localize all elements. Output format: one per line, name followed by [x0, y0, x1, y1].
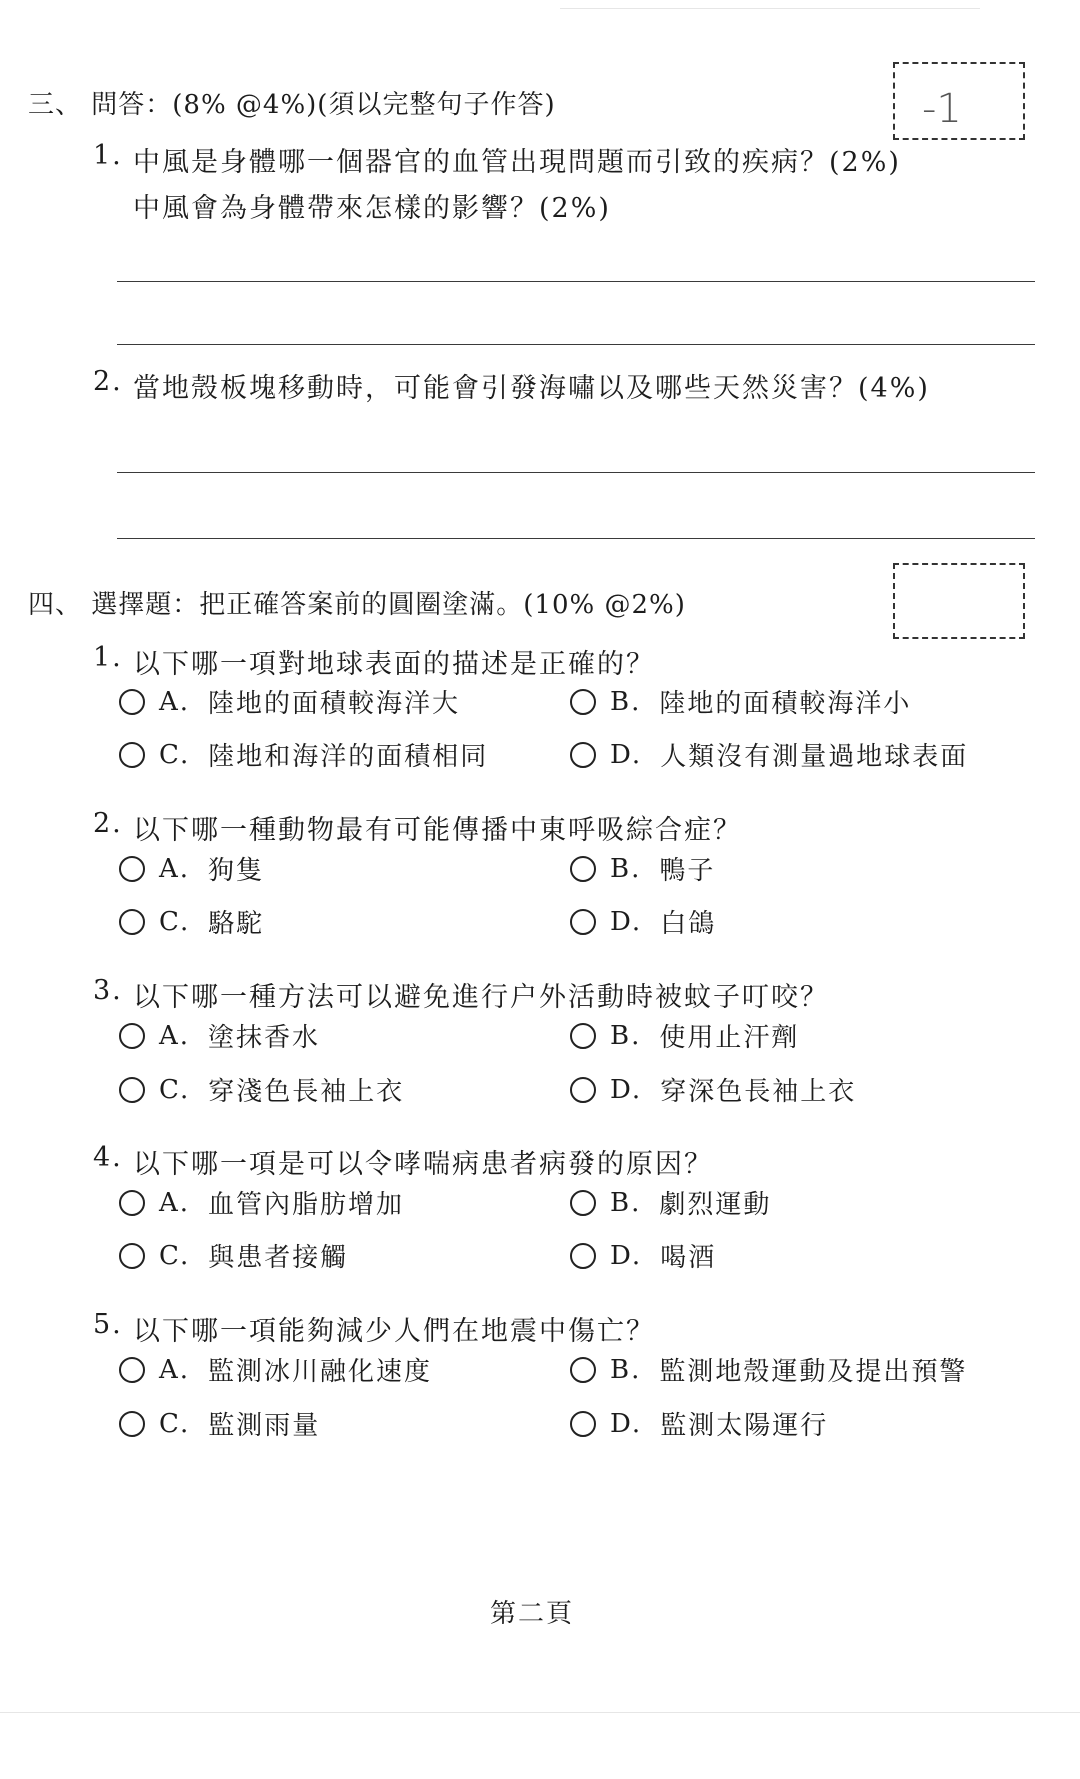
option-text: 穿深色長袖上衣	[660, 1077, 857, 1107]
option-letter: A.	[159, 1020, 191, 1051]
option-text: 陸地的面積較海洋小	[659, 689, 912, 719]
s4-q1-number: 1.	[93, 642, 123, 673]
answer-bubble[interactable]	[570, 1077, 596, 1103]
s4-q2-option-b[interactable]	[570, 850, 715, 887]
s4-q4-option-a[interactable]	[119, 1184, 404, 1221]
s4-q3-option-d[interactable]	[570, 1071, 856, 1108]
s4-q5-option-c[interactable]	[119, 1405, 320, 1442]
option-text: 血管內脂肪增加	[208, 1190, 405, 1220]
option-letter: B.	[610, 853, 642, 884]
s4-q2-number: 2.	[93, 808, 123, 839]
s4-q3-option-c[interactable]	[119, 1071, 404, 1108]
answer-bubble[interactable]	[570, 689, 596, 715]
option-letter: A.	[159, 853, 191, 884]
option-text: 白鴿	[660, 909, 717, 939]
s4-q5-number: 5.	[93, 1309, 123, 1340]
option-letter: C.	[159, 739, 191, 770]
option-text: 監測冰川融化速度	[208, 1357, 433, 1387]
s4-q2-option-a[interactable]	[119, 850, 264, 887]
option-letter: D.	[610, 906, 643, 937]
option-letter: A.	[159, 1187, 191, 1218]
s4-q5-option-d[interactable]	[570, 1405, 828, 1442]
section3-score-mark: -1	[922, 86, 962, 132]
section4-score-box	[893, 563, 1025, 639]
s4-q3-option-a[interactable]	[119, 1017, 320, 1054]
answer-bubble[interactable]	[570, 856, 596, 882]
s4-q3-number: 3.	[93, 975, 123, 1006]
option-text: 喝酒	[660, 1243, 717, 1273]
option-text: 監測雨量	[208, 1411, 321, 1441]
s3-q2-text: 當地殼板塊移動時，可能會引發海嘯以及哪些天然災害？(4%)	[133, 373, 930, 404]
option-text: 穿淺色長袖上衣	[208, 1077, 405, 1107]
s4-q4-option-b[interactable]	[570, 1184, 771, 1221]
option-text: 陸地和海洋的面積相同	[208, 742, 489, 772]
option-text: 狗隻	[208, 856, 265, 886]
s4-q4-option-c[interactable]	[119, 1237, 348, 1274]
option-letter: D.	[610, 739, 643, 770]
option-letter: D.	[610, 1408, 643, 1439]
s4-q1-option-b[interactable]	[570, 683, 911, 720]
s4-q1-text: 以下哪一項對地球表面的描述是正確的？	[133, 649, 655, 680]
option-letter: C.	[159, 906, 191, 937]
s4-q5-option-b[interactable]	[570, 1351, 967, 1388]
s4-q2-text: 以下哪一種動物最有可能傳播中東呼吸綜合症？	[133, 815, 742, 846]
s3-q1-text: 中風是身體哪一個器官的血管出現問題而引致的疾病？(2%)	[133, 147, 901, 178]
option-text: 劇烈運動	[659, 1190, 772, 1220]
option-letter: B.	[610, 686, 642, 717]
option-letter: D.	[610, 1074, 643, 1105]
s4-q4-option-d[interactable]	[570, 1237, 716, 1274]
s4-q3-text: 以下哪一種方法可以避免進行户外活動時被蚊子叮咬？	[133, 982, 829, 1013]
option-letter: C.	[159, 1408, 191, 1439]
answer-bubble[interactable]	[119, 1077, 145, 1103]
answer-bubble[interactable]	[570, 742, 596, 768]
option-letter: B.	[610, 1354, 642, 1385]
s4-q5-option-a[interactable]	[119, 1351, 432, 1388]
option-letter: A.	[159, 1354, 191, 1385]
s3-q1-number: 1.	[93, 140, 123, 171]
scan-edge-top	[560, 8, 980, 9]
s3-q2-answer-line-2[interactable]	[117, 538, 1035, 539]
answer-bubble[interactable]	[119, 856, 145, 882]
answer-bubble[interactable]	[119, 689, 145, 715]
section3-title: 三、 問答：(8% @4%)(須以完整句子作答)	[28, 90, 556, 120]
page-number: 第二頁	[490, 1599, 575, 1629]
answer-bubble[interactable]	[119, 1190, 145, 1216]
s4-q1-option-d[interactable]	[570, 736, 968, 773]
s4-q3-option-b[interactable]	[570, 1017, 799, 1054]
option-letter: D.	[610, 1240, 643, 1271]
option-text: 人類沒有測量過地球表面	[660, 742, 969, 772]
option-letter: C.	[159, 1240, 191, 1271]
s3-q2-answer-line-1[interactable]	[117, 472, 1035, 473]
option-text: 駱駝	[208, 909, 265, 939]
s3-q1-answer-line-2[interactable]	[117, 344, 1035, 345]
s3-q2-number: 2.	[93, 366, 123, 397]
option-letter: C.	[159, 1074, 191, 1105]
option-text: 監測地殼運動及提出預警	[659, 1357, 968, 1387]
scan-edge-bottom	[0, 1712, 1080, 1713]
option-letter: A.	[159, 686, 191, 717]
answer-bubble[interactable]	[570, 1190, 596, 1216]
s4-q2-option-d[interactable]	[570, 903, 716, 940]
answer-bubble[interactable]	[119, 742, 145, 768]
answer-bubble[interactable]	[570, 1023, 596, 1049]
s3-q1-answer-line-1[interactable]	[117, 281, 1035, 282]
answer-bubble[interactable]	[570, 909, 596, 935]
s4-q2-option-c[interactable]	[119, 903, 264, 940]
option-text: 塗抹香水	[208, 1023, 321, 1053]
answer-bubble[interactable]	[119, 1243, 145, 1269]
answer-bubble[interactable]	[570, 1243, 596, 1269]
option-text: 陸地的面積較海洋大	[208, 689, 461, 719]
answer-bubble[interactable]	[570, 1411, 596, 1437]
option-letter: B.	[610, 1020, 642, 1051]
s3-q1-text2: 中風會為身體帶來怎樣的影響？(2%)	[133, 193, 611, 224]
answer-bubble[interactable]	[119, 1411, 145, 1437]
option-text: 監測太陽運行	[660, 1411, 829, 1441]
option-text: 使用止汗劑	[659, 1023, 800, 1053]
answer-bubble[interactable]	[119, 909, 145, 935]
answer-bubble[interactable]	[119, 1357, 145, 1383]
answer-bubble[interactable]	[570, 1357, 596, 1383]
s4-q4-number: 4.	[93, 1142, 123, 1173]
s4-q1-option-c[interactable]	[119, 736, 488, 773]
s4-q4-text: 以下哪一項是可以令哮喘病患者病發的原因？	[133, 1149, 713, 1180]
section4-title: 四、 選擇題：把正確答案前的圓圈塗滿。(10% @2%)	[28, 590, 686, 620]
answer-bubble[interactable]	[119, 1023, 145, 1049]
s4-q1-option-a[interactable]	[119, 683, 460, 720]
option-letter: B.	[610, 1187, 642, 1218]
option-text: 與患者接觸	[208, 1243, 349, 1273]
s4-q5-text: 以下哪一項能夠減少人們在地震中傷亡？	[133, 1316, 655, 1347]
option-text: 鴨子	[659, 856, 716, 886]
